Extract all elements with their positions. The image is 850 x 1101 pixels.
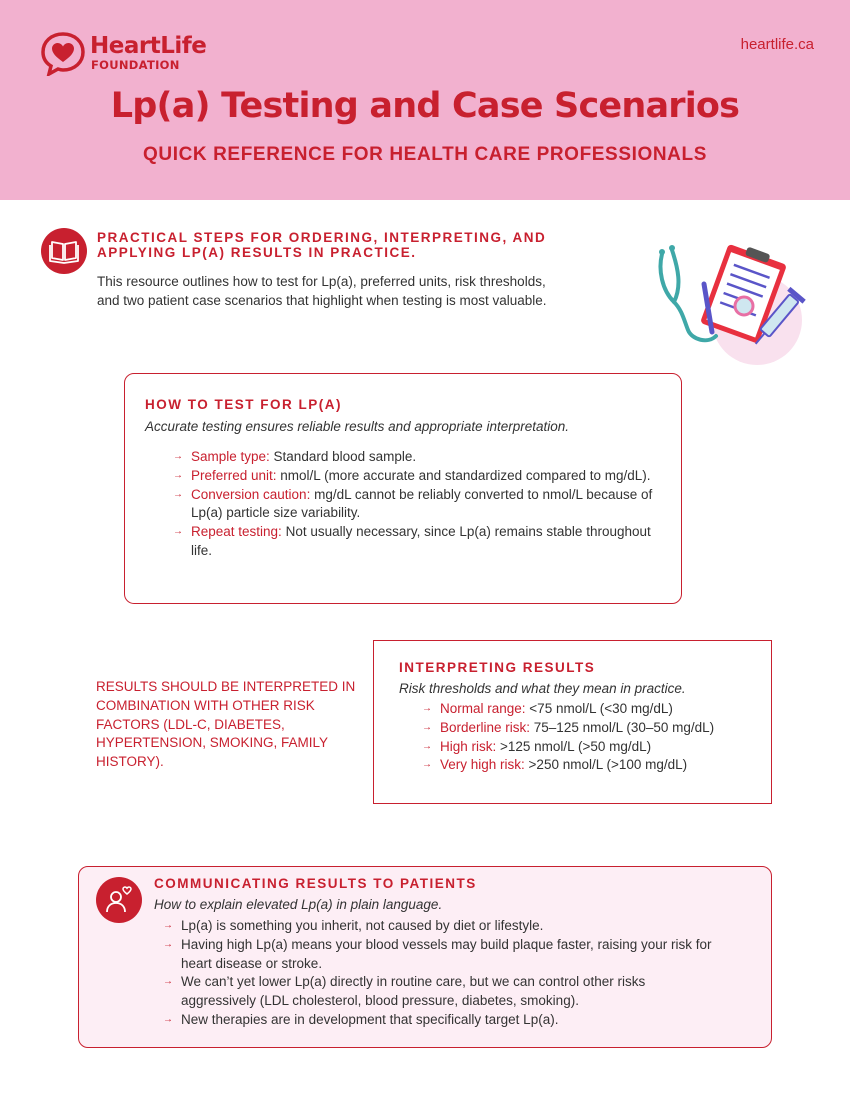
interpreting-title: INTERPRETING RESULTS bbox=[399, 660, 596, 675]
arrow-bullet-icon: → bbox=[163, 1013, 173, 1025]
interpreting-results-box bbox=[373, 640, 772, 804]
test-step-item bbox=[173, 448, 653, 467]
test-step-text: Not usually necessary, since Lp(a) remains stable throughout life. bbox=[191, 524, 651, 558]
risk-threshold-item bbox=[422, 719, 762, 738]
heartlife-logo[interactable] bbox=[40, 30, 220, 78]
interpretation-note: RESULTS SHOULD BE INTERPRETED IN COMBINATION WITH OTHER RISK FACTORS (LDL-C, DIABETES, HYPERTENSION, SMOKING, FAMILY HISTORY). bbox=[96, 679, 356, 770]
header-band bbox=[0, 0, 850, 200]
patient-talking-points-list bbox=[163, 917, 723, 1030]
arrow-bullet-icon: → bbox=[422, 740, 432, 752]
arrow-bullet-icon: → bbox=[422, 721, 432, 733]
arrow-bullet-icon: → bbox=[173, 451, 183, 462]
risk-threshold-text: 75–125 nmol/L (30–50 mg/dL) bbox=[530, 719, 715, 735]
talking-point-item bbox=[163, 936, 723, 974]
heart-speech-bubble-icon bbox=[40, 30, 86, 76]
test-step-text: nmol/L (more accurate and standardized compared to mg/dL). bbox=[276, 467, 651, 483]
page-subtitle: QUICK REFERENCE FOR HEALTH CARE PROFESSIONALS bbox=[143, 144, 707, 165]
page-title: Lp(a) Testing and Case Scenarios bbox=[110, 86, 740, 126]
intro-text: This resource outlines how to test for Lp(a), preferred units, risk thresholds, and two patient case scenarios that highlight when testing is most valuable. bbox=[97, 274, 547, 308]
how-to-test-box bbox=[124, 373, 682, 604]
risk-threshold-label: Borderline risk: bbox=[440, 719, 531, 735]
risk-threshold-label: Very high risk: bbox=[440, 757, 525, 773]
talking-point-item bbox=[163, 1011, 723, 1030]
communicating-results-box bbox=[78, 866, 772, 1048]
intro-heading: PRACTICAL STEPS FOR ORDERING, INTERPRETING, AND APPLYING LP(A) RESULTS IN PRACTICE. bbox=[97, 230, 547, 260]
test-step-text: Standard blood sample. bbox=[269, 449, 417, 464]
arrow-bullet-icon: → bbox=[163, 938, 173, 950]
risk-threshold-item bbox=[422, 756, 762, 775]
interpreting-subtitle: Risk thresholds and what they mean in practice. bbox=[399, 681, 686, 696]
talking-point-item bbox=[163, 917, 723, 936]
risk-threshold-label: Normal range: bbox=[440, 701, 526, 716]
risk-threshold-text: >125 nmol/L (>50 mg/dL) bbox=[496, 738, 652, 754]
site-url-link[interactable]: heartlife.ca bbox=[740, 36, 814, 53]
book-icon bbox=[41, 228, 87, 274]
risk-threshold-label: High risk: bbox=[440, 738, 497, 754]
risk-threshold-item bbox=[422, 700, 762, 719]
arrow-bullet-icon: → bbox=[422, 759, 432, 771]
logo-subtext: FOUNDATION bbox=[91, 58, 180, 72]
arrow-bullet-icon: → bbox=[173, 469, 183, 481]
test-step-item bbox=[173, 523, 653, 561]
test-step-item bbox=[173, 486, 653, 524]
arrow-bullet-icon: → bbox=[173, 488, 183, 500]
logo-wordmark: HeartLife bbox=[90, 33, 207, 59]
how-to-test-subtitle: Accurate testing ensures reliable results and appropriate interpretation. bbox=[145, 419, 569, 434]
arrow-bullet-icon: → bbox=[163, 920, 173, 931]
risk-threshold-text: <75 nmol/L (<30 mg/dL) bbox=[525, 701, 673, 716]
communicating-title: COMMUNICATING RESULTS TO PATIENTS bbox=[154, 876, 477, 891]
talking-point-text: Having high Lp(a) means your blood vessels may build plaque faster, raising your risk for heart disease or stroke. bbox=[181, 936, 712, 971]
test-step-label: Conversion caution: bbox=[191, 486, 311, 502]
arrow-bullet-icon: → bbox=[173, 526, 183, 538]
risk-threshold-item bbox=[422, 738, 762, 757]
patient-heart-icon bbox=[96, 877, 142, 923]
test-step-item bbox=[173, 467, 653, 486]
communicating-subtitle: How to explain elevated Lp(a) in plain language. bbox=[154, 897, 443, 912]
test-step-label: Repeat testing: bbox=[191, 524, 282, 540]
test-step-text: mg/dL cannot be reliably converted to nmol/L because of Lp(a) particle size variability. bbox=[191, 486, 653, 521]
talking-point-text: Lp(a) is something you inherit, not caused by diet or lifestyle. bbox=[181, 918, 544, 933]
talking-point-text: New therapies are in development that specifically target Lp(a). bbox=[181, 1011, 559, 1027]
risk-thresholds-list bbox=[422, 700, 762, 775]
how-to-test-list bbox=[173, 448, 653, 561]
clipboard-stethoscope-illustration bbox=[652, 240, 807, 370]
talking-point-text: We can’t yet lower Lp(a) directly in routine care, but we can control other risks aggressively (LDL cholesterol, blood pressure, diabetes, smoking). bbox=[181, 974, 646, 1009]
arrow-bullet-icon: → bbox=[422, 703, 432, 714]
test-step-label: Preferred unit: bbox=[191, 467, 277, 483]
talking-point-item bbox=[163, 973, 723, 1011]
how-to-test-title: HOW TO TEST FOR LP(A) bbox=[145, 397, 342, 412]
arrow-bullet-icon: → bbox=[163, 976, 173, 988]
test-step-label: Sample type: bbox=[191, 449, 270, 464]
risk-threshold-text: >250 nmol/L (>100 mg/dL) bbox=[524, 757, 688, 773]
